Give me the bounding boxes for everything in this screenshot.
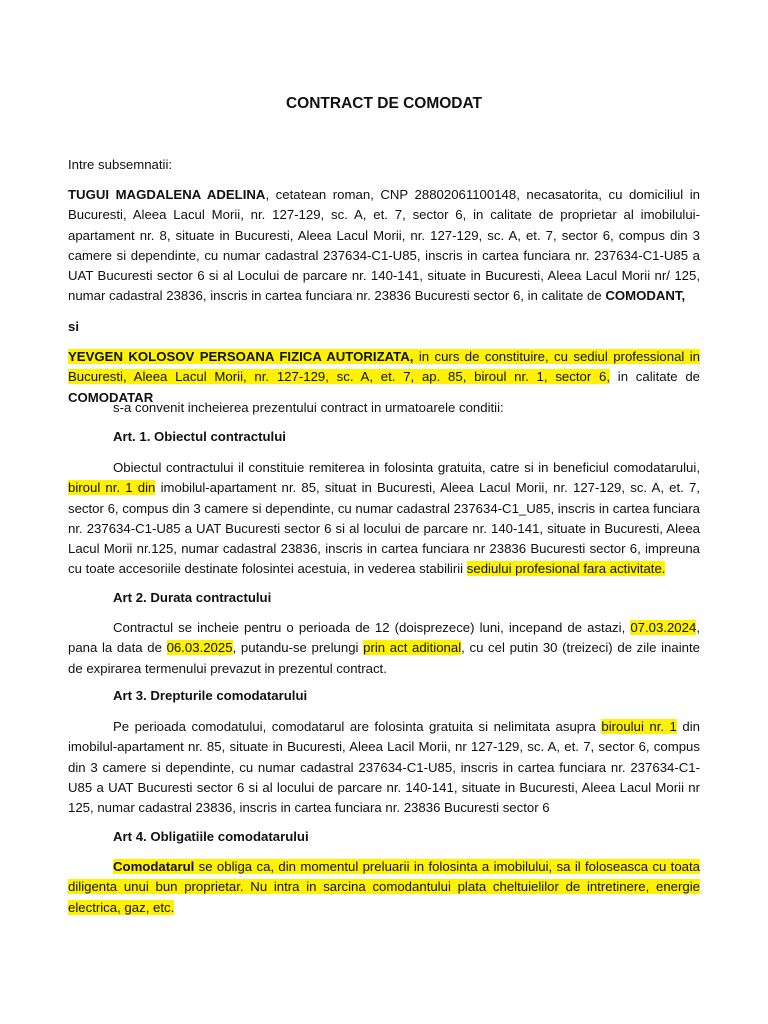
art1-paragraph bbox=[68, 458, 700, 580]
art3-text-1: Pe perioada comodatului, comodatarul are folosinta gratuita si nelimitata asupra bbox=[113, 719, 602, 734]
art1-heading: Art. 1. Obiectul contractului bbox=[113, 429, 286, 444]
art2-paragraph bbox=[68, 618, 700, 679]
agreement-line: s-a convenit incheierea prezentului contract in urmatoarele conditii: bbox=[113, 400, 504, 415]
art1-text-2: imobilul-apartament nr. 85, situat in Bucuresti, Aleea Lacul Morii, nr. 127-129, sc. A, et. 7, sector 6, compus din 3 camere si dependinte, cu numar cadastral 237634-C1_U85, inscris in cartea funciara nr. 237634-C1-U85 a UAT Bucuresti sector 6 si al locului de parcare nr. 140-141, situate in Bucuresti, Aleea Lacul Morii nr.125, numar cadastral 23836, inscris in cartea funciara nr 23836 Bucuresti sector 6, impreuna cu toate accesoriile destinate folosintei acestuia, in vederea stabilirii bbox=[68, 480, 700, 577]
art2-text-2: , pana la data de bbox=[68, 620, 700, 656]
art1-highlight-1: biroul nr. 1 din bbox=[68, 480, 156, 496]
art2-text-1: Contractul se incheie pentru o perioada de 12 (doisprezece) luni, incepand de astazi, bbox=[113, 620, 631, 635]
art2-end-date: 06.03.2025 bbox=[166, 640, 233, 656]
party1-role: COMODANT, bbox=[605, 288, 686, 304]
art3-text-2: din imobilul-apartament nr. 85, situate in Bucuresti, Aleea Lacil Morii, nr 127-129, sc. A, et. 7, sector 6, compus din 3 camere si dependinte, cu numar cadastral 237634-C1-U85, inscris in cartea funciara nr. 237634-C1-U85 a UAT Bucuresti sector 6 si al locului de parcare nr. 140-141, situate in Bucuresti, Aleea Lacul Morii nr 125, numar cadastral 23836, inscris in cartea funciara nr. 23836 Bucuresti sector 6 bbox=[68, 719, 701, 816]
art2-text-4: , cu cel putin 30 (treizeci) de zile inainte de expirarea termenului prevazut in prezentul contract. bbox=[68, 640, 700, 676]
art2-highlight-3: prin act aditional bbox=[363, 640, 462, 656]
party1-name: TUGUI MAGDALENA ADELINA bbox=[68, 187, 266, 202]
party2-name: YEVGEN KOLOSOV PERSOANA FIZICA AUTORIZATA, bbox=[68, 349, 414, 364]
art4-heading: Art 4. Obligatiile comodatarului bbox=[113, 829, 309, 844]
art3-heading: Art 3. Drepturile comodatarului bbox=[113, 688, 308, 703]
art2-start-date: 07.03.2024 bbox=[630, 620, 697, 635]
si-line: si bbox=[68, 319, 79, 334]
art2-text-3: , putandu-se prelungi bbox=[232, 640, 364, 656]
party1-text: , cetatean roman, CNP 28802061100148, necasatorita, cu domiciliul in Bucuresti, Aleea Lacul Morii, nr. 127-129, sc. A, et. 7, sector 6, in calitate de proprietar al imobilului-apartament nr. 8, situate in Bucuresti, Aleea Lacul Morii, nr. 127-129, sc. A, et. 7, sector 6, compus din 3 camere si dependinte, cu numar cadastral 237634-C1-U85, inscris in cartea funciara nr. 237634-C1-U85 a UAT Bucuresti sector 6 si al Locului de parcare nr. 140-141, situate in Bucuresti, Aleea Lacul Morii nr/ 125, numar cadastral 23836, inscris in cartea funciara nr. 23836 Bucuresti sector 6, in calitate de bbox=[68, 187, 700, 304]
party2-role: COMODATAR bbox=[68, 389, 154, 405]
party1-paragraph bbox=[68, 185, 700, 307]
document-title: CONTRACT DE COMODAT bbox=[285, 95, 483, 112]
intro-line: Intre subsemnatii: bbox=[68, 157, 173, 172]
art2-heading: Art 2. Durata contractului bbox=[113, 590, 272, 605]
art4-paragraph bbox=[68, 857, 700, 918]
art3-highlight-1: biroului nr. 1 bbox=[601, 719, 677, 734]
art4-highlight-0: Comodatarul bbox=[113, 859, 195, 874]
party2-text: in calitate de bbox=[610, 369, 700, 385]
party2-highlighted: in curs de constituire, cu sediul professional in Bucuresti, Aleea Lacul Morii, nr. 127-129, sc. A, et. 7, ap. 85, biroul nr. 1, sector 6, bbox=[68, 349, 700, 385]
art4-highlight-1: se obliga ca, din momentul preluarii in folosinta a imobilului, sa il foloseasca cu toata diligenta unui bun proprietar. Nu intra in sarcina comodantului plata cheltuielilor de intretinere, energie electrica, gaz, etc. bbox=[68, 859, 700, 915]
art3-paragraph bbox=[68, 717, 700, 818]
art1-highlight-2: sediului profesional fara activitate. bbox=[466, 561, 666, 577]
art1-text-1: Obiectul contractului il constituie remiterea in folosinta gratuita, catre si in beneficiul comodatarului, bbox=[113, 460, 700, 475]
